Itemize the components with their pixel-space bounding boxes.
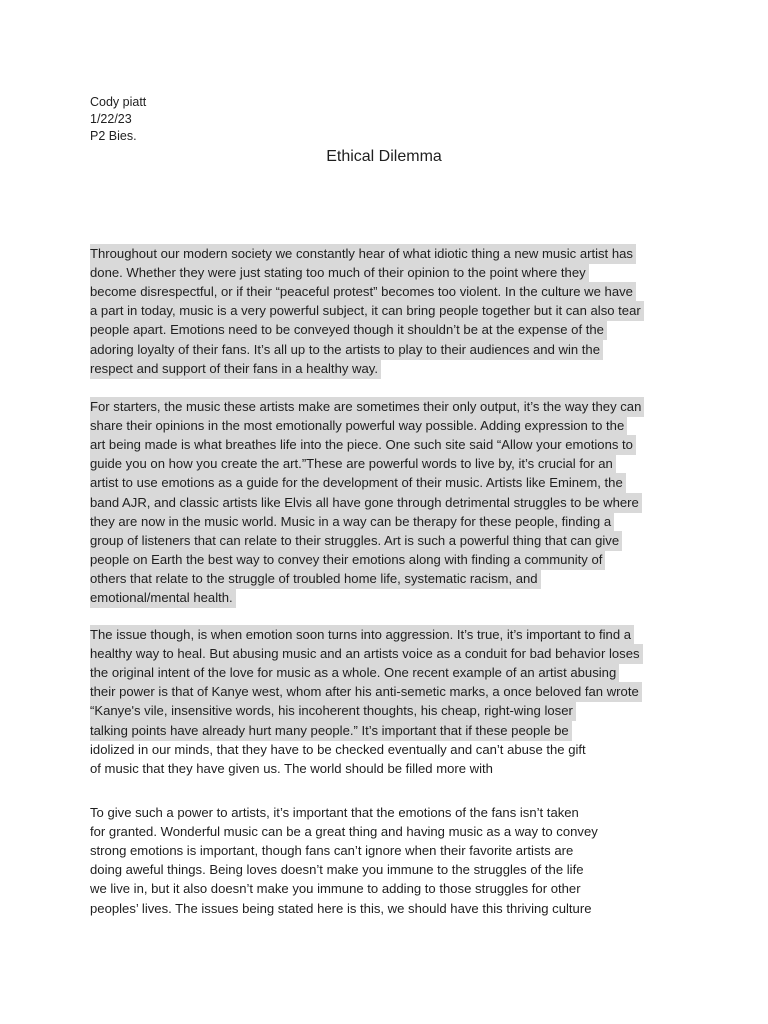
text-line: the original intent of the love for music as a whole. One recent example of an artist abusing: [90, 663, 619, 683]
text-line: respect and support of their fans in a healthy way.: [90, 359, 381, 379]
text-line: band AJR, and classic artists like Elvis all have gone through detrimental struggles to be where: [90, 493, 642, 513]
text-line: a part in today, music is a very powerful subject, it can bring people together but it can also tear: [90, 301, 644, 321]
document-header: [90, 94, 146, 145]
text-line: strong emotions is important, though fans can’t ignore when their favorite artists are: [90, 843, 574, 859]
text-line: art being made is what breathes life into the piece. One such site said “Allow your emotions to: [90, 435, 636, 455]
text-line: For starters, the music these artists make are sometimes their only output, it’s the way they can: [90, 397, 644, 417]
text-line: people apart. Emotions need to be conveyed though it shouldn’t be at the expense of the: [90, 320, 607, 340]
text-line: peoples’ lives. The issues being stated here is this, we should have this thriving culture: [90, 900, 592, 916]
author-name: Cody piatt: [90, 95, 147, 109]
text-line: idolized in our minds, that they have to be checked eventually and can’t abuse the gift: [90, 741, 586, 757]
text-line: Throughout our modern society we constantly hear of what idiotic thing a new music artist has: [90, 244, 636, 264]
text-line: others that relate to the struggle of troubled home life, systematic racism, and: [90, 569, 541, 589]
text-line: done. Whether they were just stating too much of their opinion to the point where they: [90, 263, 589, 283]
text-line: group of listeners that can relate to their struggles. Art is such a powerful thing that can give: [90, 531, 622, 551]
text-line: emotional/mental health.: [90, 588, 236, 608]
document-title: Ethical Dilemma: [326, 148, 442, 165]
class-period: P2 Bies.: [90, 129, 137, 143]
text-line: “Kanye's vile, insensitive words, his incoherent thoughts, his cheap, right-wing loser: [90, 701, 576, 721]
text-line: healthy way to heal. But abusing music and an artists voice as a conduit for bad behavior loses: [90, 644, 643, 664]
text-line: we live in, but it also doesn’t make you immune to adding to those struggles for other: [90, 881, 581, 897]
document-date: 1/22/23: [90, 112, 132, 126]
text-line: The issue though, is when emotion soon turns into aggression. It’s true, it’s important to find a: [90, 625, 634, 645]
text-line: adoring loyalty of their fans. It’s all up to the artists to play to their audiences and win the: [90, 340, 603, 360]
text-line: talking points have already hurt many people.” It’s important that if these people be: [90, 721, 572, 741]
text-line: they are now in the music world. Music in a way can be therapy for these people, finding a: [90, 512, 614, 532]
text-line: doing aweful things. Being loves doesn’t make you immune to the struggles of the life: [90, 862, 584, 878]
text-line: To give such a power to artists, it’s important that the emotions of the fans isn’t taken: [90, 805, 579, 820]
text-line: share their opinions in the most emotionally powerful way possible. Adding expression to the: [90, 416, 627, 436]
text-line: for granted. Wonderful music can be a great thing and having music as a way to convey: [90, 824, 598, 840]
text-line: artist to use emotions as a guide for the development of their music. Artists like Eminem, the: [90, 473, 626, 493]
text-line: their power is that of Kanye west, whom after his anti-semetic marks, a once beloved fan wrote: [90, 682, 642, 702]
text-line: guide you on how you create the art.”These are powerful words to live by, it’s crucial for an: [90, 454, 616, 474]
text-line: of music that they have given us. The world should be filled more with: [90, 760, 493, 776]
text-line: people on Earth the best way to convey their emotions along with finding a community of: [90, 550, 605, 570]
text-line: become disrespectful, or if their “peaceful protest” becomes too violent. In the culture we have: [90, 282, 636, 302]
